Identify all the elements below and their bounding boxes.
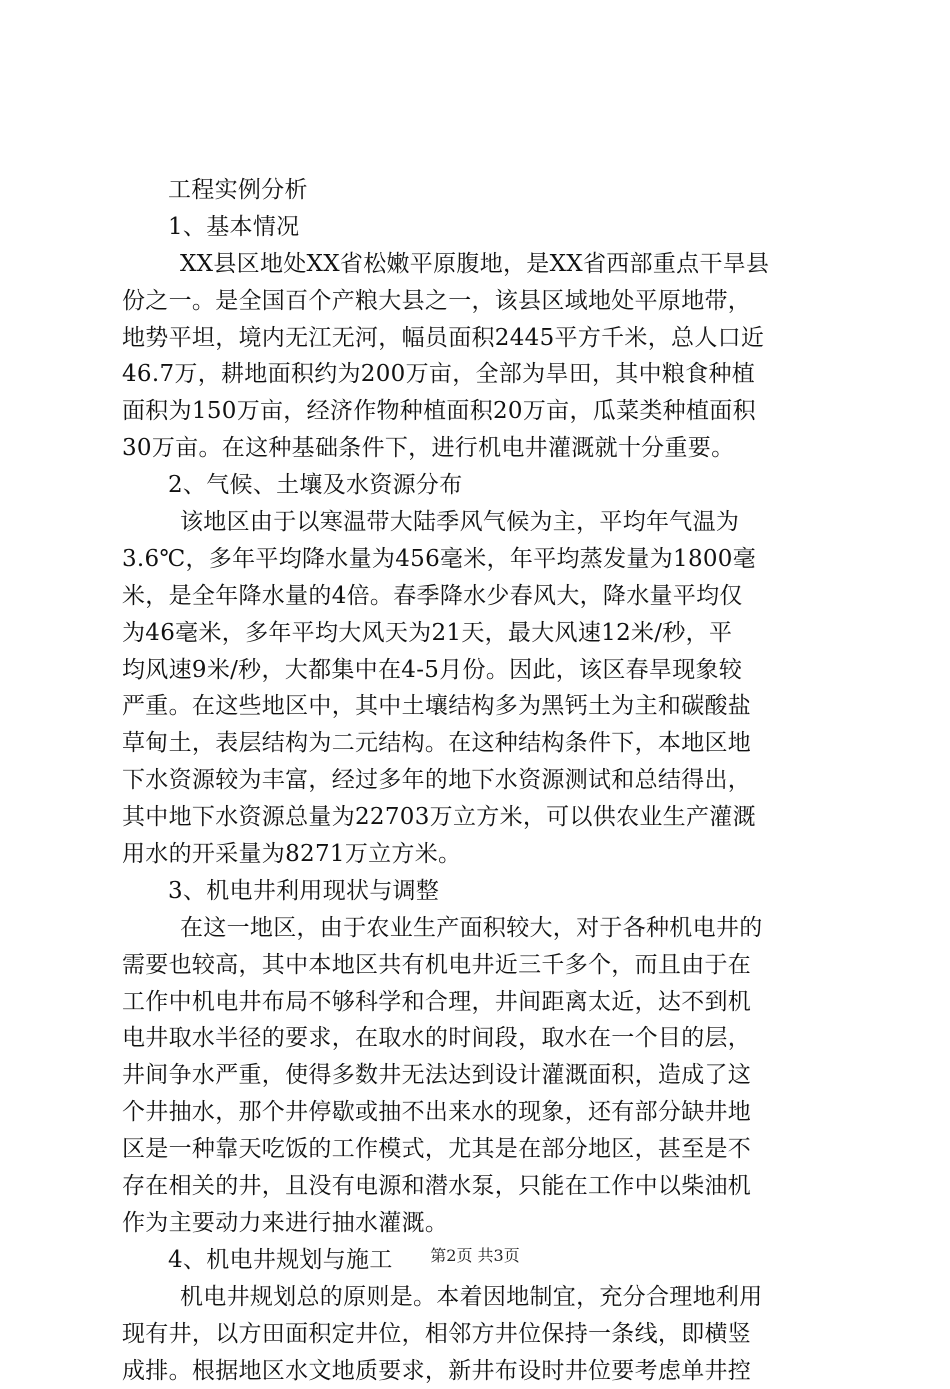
section-heading-1: 1、基本情况 xyxy=(122,209,832,246)
paragraph-line: 区是一种靠天吃饭的工作模式，尤其是在部分地区，甚至是不 xyxy=(122,1131,832,1168)
section-heading-4: 4、机电井规划与施工 xyxy=(122,1242,832,1279)
paragraph-line: 46.7万，耕地面积约为200万亩，全部为旱田，其中粮食种植 xyxy=(122,356,832,393)
paragraph-line: 草甸土，表层结构为二元结构。在这种结构条件下，本地区地 xyxy=(122,725,832,762)
paragraph-line: 份之一。是全国百个产粮大县之一，该县区域地处平原地带， xyxy=(122,283,832,320)
page-number-footer: 第2页 共3页 xyxy=(0,1243,950,1266)
paragraph-line: 均风速9米/秒，大都集中在4-5月份。因此，该区春旱现象较 xyxy=(122,652,832,689)
section-heading-2: 2、气候、土壤及水资源分布 xyxy=(122,467,832,504)
document-body xyxy=(122,172,832,1389)
section-title: 工程实例分析 xyxy=(122,172,832,209)
paragraph-line: 井间争水严重，使得多数井无法达到设计灌溉面积，造成了这 xyxy=(122,1057,832,1094)
paragraph-line: 面积为150万亩，经济作物种植面积20万亩，瓜菜类种植面积 xyxy=(122,393,832,430)
paragraph-line: 机电井规划总的原则是。本着因地制宜，充分合理地利用 xyxy=(122,1279,832,1316)
paragraph-line: 在这一地区，由于农业生产面积较大，对于各种机电井的 xyxy=(122,910,832,947)
paragraph-line: 30万亩。在这种基础条件下，进行机电井灌溉就十分重要。 xyxy=(122,430,832,467)
section-heading-3: 3、机电井利用现状与调整 xyxy=(122,873,832,910)
paragraph-line: 作为主要动力来进行抽水灌溉。 xyxy=(122,1205,832,1242)
paragraph-line: 地势平坦，境内无江无河，幅员面积2445平方千米，总人口近 xyxy=(122,320,832,357)
paragraph-line: 工作中机电井布局不够科学和合理，井间距离太近，达不到机 xyxy=(122,984,832,1021)
paragraph-line: 该地区由于以寒温带大陆季风气候为主，平均年气温为 xyxy=(122,504,832,541)
paragraph-line: 下水资源较为丰富，经过多年的地下水资源测试和总结得出， xyxy=(122,762,832,799)
paragraph-line: 个井抽水，那个井停歇或抽不出来水的现象，还有部分缺井地 xyxy=(122,1094,832,1131)
paragraph-line: 用水的开采量为8271万立方米。 xyxy=(122,836,832,873)
paragraph-line: 严重。在这些地区中，其中土壤结构多为黑钙土为主和碳酸盐 xyxy=(122,688,832,725)
paragraph-line: 其中地下水资源总量为22703万立方米，可以供农业生产灌溉 xyxy=(122,799,832,836)
paragraph-line: 为46毫米，多年平均大风天为21天，最大风速12米/秒，平 xyxy=(122,615,832,652)
paragraph-line: 米，是全年降水量的4倍。春季降水少春风大，降水量平均仅 xyxy=(122,578,832,615)
paragraph-line: 需要也较高，其中本地区共有机电井近三千多个，而且由于在 xyxy=(122,947,832,984)
paragraph-line: 成排。根据地区水文地质要求，新井布设时井位要考虑单井控 xyxy=(122,1353,832,1389)
paragraph-line: 电井取水半径的要求，在取水的时间段，取水在一个目的层， xyxy=(122,1020,832,1057)
paragraph-line: 存在相关的井，且没有电源和潜水泵，只能在工作中以柴油机 xyxy=(122,1168,832,1205)
paragraph-line: 3.6℃，多年平均降水量为456毫米，年平均蒸发量为1800毫 xyxy=(122,541,832,578)
paragraph-line: XX县区地处XX省松嫩平原腹地，是XX省西部重点干旱县 xyxy=(122,246,832,283)
paragraph-line: 现有井，以方田面积定井位，相邻方井位保持一条线，即横竖 xyxy=(122,1316,832,1353)
